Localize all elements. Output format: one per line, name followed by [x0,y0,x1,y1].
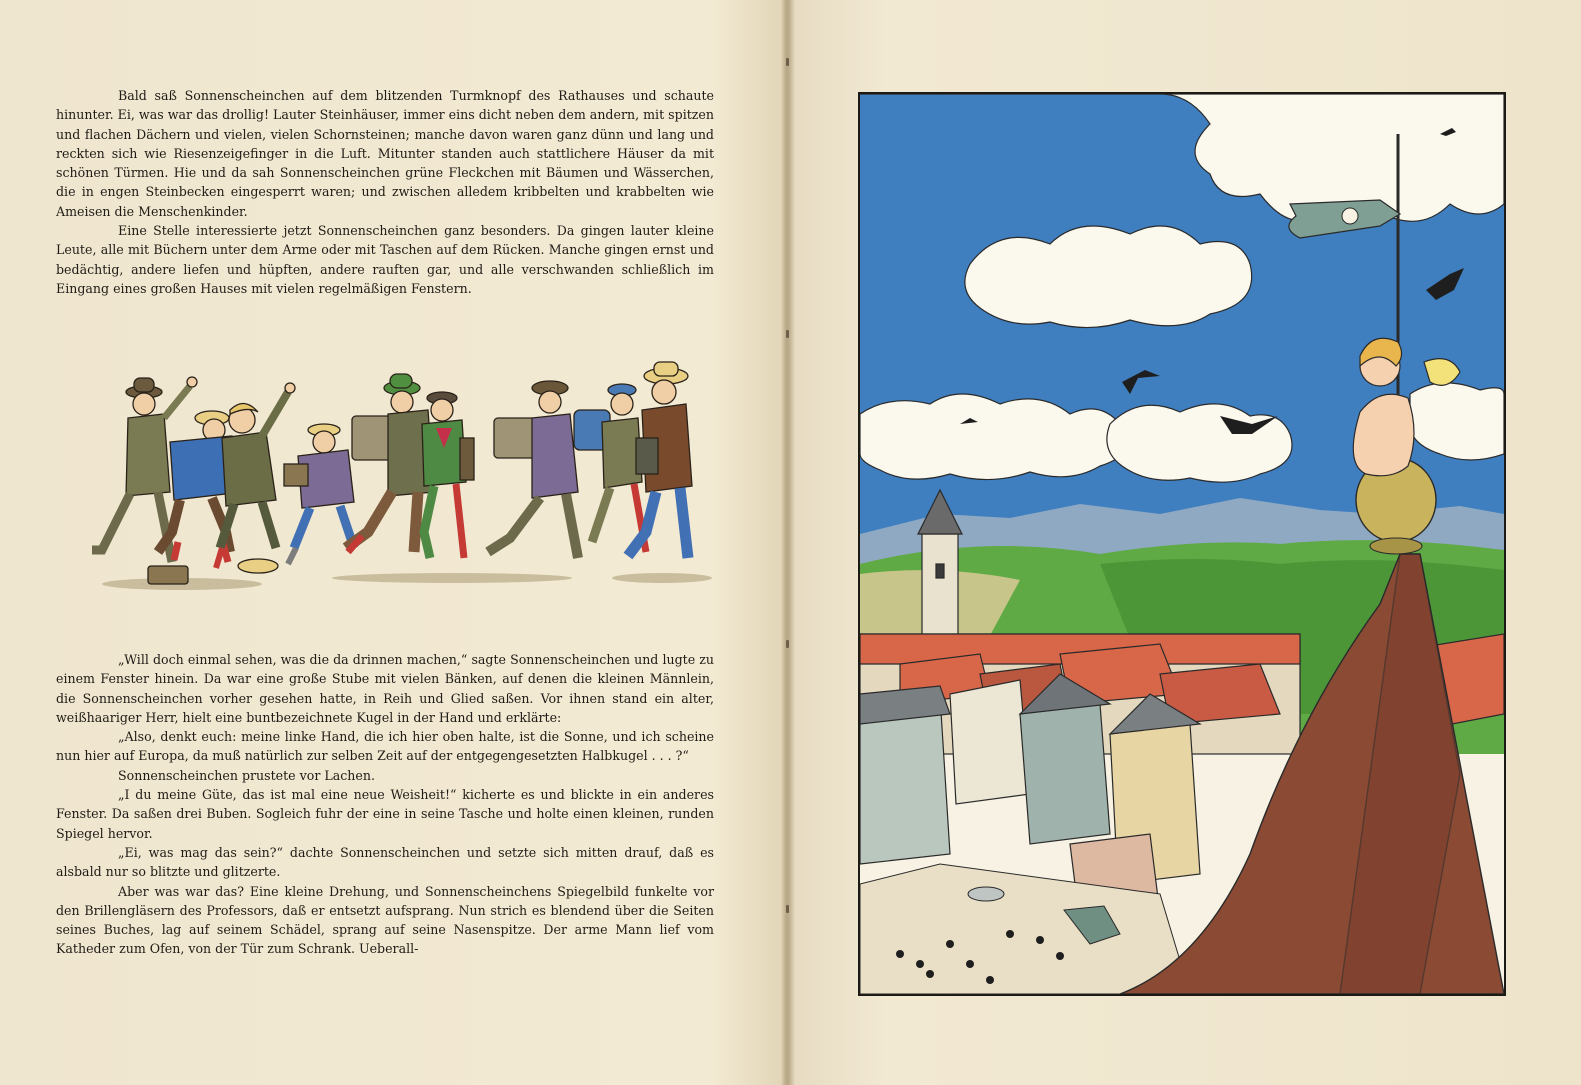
knob-collar [1370,538,1422,554]
paragraph: „Ei, was mag das sein?“ dachte Sonnenscheinchen und setzte sich mitten drauf, daß es alsbald nur so blitzte und glitzerte. [56,844,714,880]
binding-stitch [786,640,789,648]
dropped-hat [238,559,278,573]
ground-shadow [102,573,712,590]
boy-figure [574,384,646,552]
left-page [0,0,785,1085]
text-block-bottom [56,650,714,959]
cloud [1107,404,1292,482]
paragraph: Eine Stelle interessierte jetzt Sonnenscheinchen ganz besonders. Da gingen lauter kleine Leute, alle mit Büchern unter dem Arme oder mit Taschen auf dem Rücken. Manche gingen ernst und bedächtig, andere liefen und hüpften, andere rauften gar, und alle verschwanden schließlich im Eingang eines großen Hauses mit vielen regelmäßigen Fenstern. [56,223,714,296]
boy-figure [422,392,474,558]
paragraph: Sonnenscheinchen prustete vor Lachen. [118,767,375,783]
schoolboys-illustration [62,352,722,608]
boy-figure [284,424,354,564]
boy-figure [488,381,578,558]
paragraph: „Also, denkt euch: meine linke Hand, die ich hier oben halte, ist die Sonne, und ich scheine nun hier auf Europa, da muß natürlich zur selben Zeit auf der entgegengesetzten Halbkugel . . . ?“ [56,729,714,764]
town-view-illustration [858,92,1506,996]
vane-emblem [1342,208,1358,224]
boy-figure [346,374,434,552]
binding-stitch [786,330,789,338]
paragraph: Bald saß Sonnenscheinchen auf dem blitzenden Turmknopf des Rathauses und schaute hinunter. Ei, was war das drollig! Lauter Steinhäuser, immer eins dicht neben dem andern, mit spitzen und flachen Dächern und vielen, vielen Schornsteinen; manche davon waren ganz dünn und lang und reckten sich wie Riesenzeigefinger in die Luft. Mitunter standen auch stattlichere Häuser da mit schönen Türmen. Hie und da sah Sonnenscheinchen grüne Fleckchen mit Bäumen und Wässerchen, die in engen Steinbecken eingesperrt waren; und zwischen alledem kribbelten und krabbelten wie Ameisen die Menschenkinder. [56,88,714,219]
dropped-satchel [148,566,188,584]
paragraph: Aber was war das? Eine kleine Drehung, und Sonnenscheinchens Spiegelbild funkelte vor den Brillengläsern des Professors, daß er entsetzt aufsprang. Nun strich es blendend über die Seiten seines Buches, lag auf seinem Schädel, sprang auf seine Nasenspitze. Der arme Mann lief vom Katheder zum Ofen, von der Tür zum Schrank. Ueberall- [56,883,714,957]
text-block-top [56,86,714,298]
paragraph: „Will doch einmal sehen, was die da drinnen machen,“ sagte Sonnenscheinchen und lugte zu einem Fenster hinein. Da war eine große Stube mit vielen Bänken, auf denen die kleinen Männlein, die Sonnenscheinchen vorher gesehen hatte, in Reih und Glied saßen. Vor ihnen stand ein alter, weißhaariger Herr, hielt eine buntbezeichnete Kugel in der Hand und erklärte: [56,652,714,725]
paragraph: „I du meine Güte, das ist mal eine neue Weisheit!“ kicherte es und blickte in ein anderes Fenster. Da saßen drei Buben. Sogleich fuhr der eine in seine Tasche und holte einen kleinen, runden Spiegel hervor. [56,787,714,841]
boy-figure [628,362,692,558]
fountain [968,887,1004,901]
binding-stitch [786,58,789,66]
binding-stitch [786,905,789,913]
